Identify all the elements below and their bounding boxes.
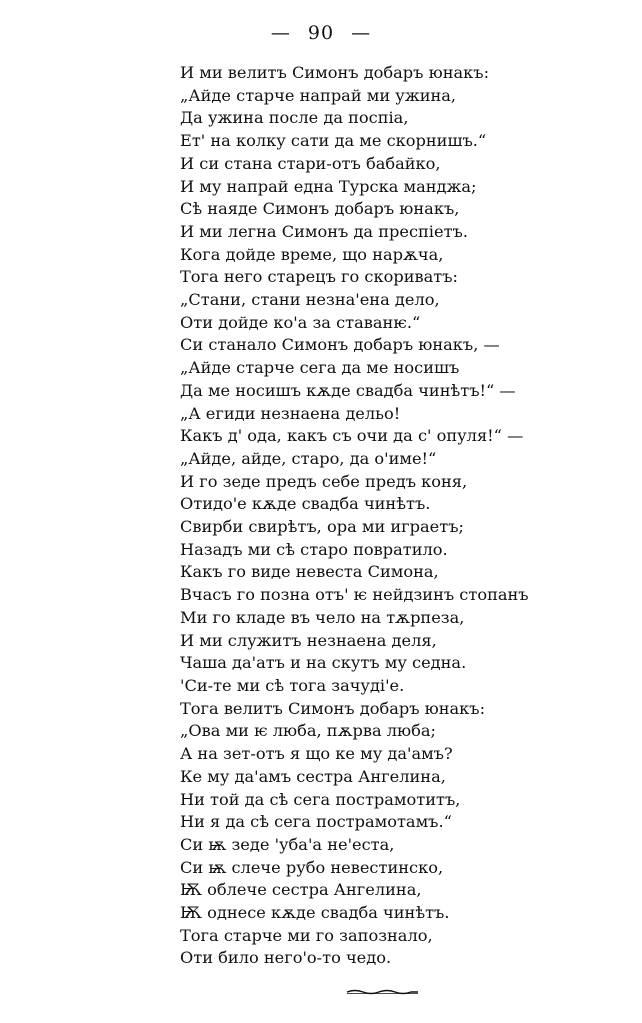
end-ornament [345,988,420,996]
poem-line: „Айде старче напрай ми ужина, [180,85,457,105]
poem-line: Сѣ наяде Симонъ добаръ юнакъ, [180,199,460,219]
poem-line: И ми велитъ Симонъ добаръ юнакъ: [180,63,490,82]
poem-line: Тога него старецъ го скориватъ: [180,267,458,287]
poem-line: А на зет-отъ я що ке му да'амъ? [180,744,453,764]
poem-line: „Айде старче сега да ме носишъ [180,358,460,378]
poem-line: Назадъ ми сѣ старо повратило. [180,539,448,559]
poem-line: Оти дойде ко'а за ставанѥ.“ [180,312,421,332]
poem-line: Си ѭ слече рубо невестинско, [180,857,444,877]
poem-line: „Стани, стани незна'ена дело, [180,290,440,310]
poem-line: Ѭ облече сестра Ангелина, [180,880,422,900]
poem-line: Кога дойде време, що нарѫча, [180,244,444,264]
poem-line: „А егиди незнаена дельо! [180,403,401,423]
poem-line: Оти било него'о-то чедо. [180,948,392,968]
poem-text [180,62,620,970]
poem-line: Да ужина после да поспіа, [180,108,409,128]
poem-line: Какъ д' ода, какъ съ очи да с' опуля!“ — [180,426,524,446]
poem-line: Тога велитъ Симонъ добаръ юнакъ: [180,698,486,718]
poem-line: Си ѭ зеде 'уба'а не'еста, [180,834,395,854]
poem-line: И го зеде предъ себе предъ коня, [180,471,468,491]
poem-line: Ке му да'амъ сестра Ангелина, [180,766,446,786]
poem-line: И ми легна Симонъ да преспіетъ. [180,221,468,241]
header-dash-left: — [270,22,291,44]
poem-line: „Айде, айде, старо, да о'име!“ [180,448,437,468]
poem-line: Да ме носишъ кѫде свадба чинѣтъ!“ — [180,380,516,400]
page-header [0,22,642,44]
header-dash-right: — [351,22,372,44]
poem-line: И му напрай една Турска манджа; [180,176,477,196]
poem-line: И си стана стари-отъ бабайко, [180,153,441,173]
poem-line: Ми го кладе въ чело на тѫрпеза, [180,607,465,627]
poem-line: Ни той да сѣ сега пострамотитъ, [180,789,461,809]
poem-line: Чаша да'атъ и на скутъ му седна. [180,653,467,673]
poem-line: Ни я да сѣ сега пострамотамъ.“ [180,812,452,832]
poem-line: Какъ го виде невеста Симона, [180,562,439,582]
poem-line: Свирби свирѣтъ, ора ми играетъ; [180,517,464,537]
poem-line: Тога старче ми го запознало, [180,925,433,945]
poem-line: Ет' на колку сати да ме скорнишъ.“ [180,131,487,151]
poem-line: „Ова ми ѥ люба, пѫрва люба; [180,721,436,741]
poem-line: Ѭ однесе кѫде свадба чинѣтъ. [180,903,450,923]
poem-line: И ми служитъ незнаена деля, [180,630,437,650]
poem-line: Отидо'е кѫде свадба чинѣтъ. [180,494,431,514]
page-number: 90 [307,22,335,44]
poem-line: 'Си-те ми сѣ тога зачуді'е. [180,675,405,695]
poem-line: Вчасъ го позна отъ' ѥ нейдзинъ стопанъ [180,585,529,605]
poem-line: Си станало Симонъ добаръ юнакъ, — [180,335,500,355]
